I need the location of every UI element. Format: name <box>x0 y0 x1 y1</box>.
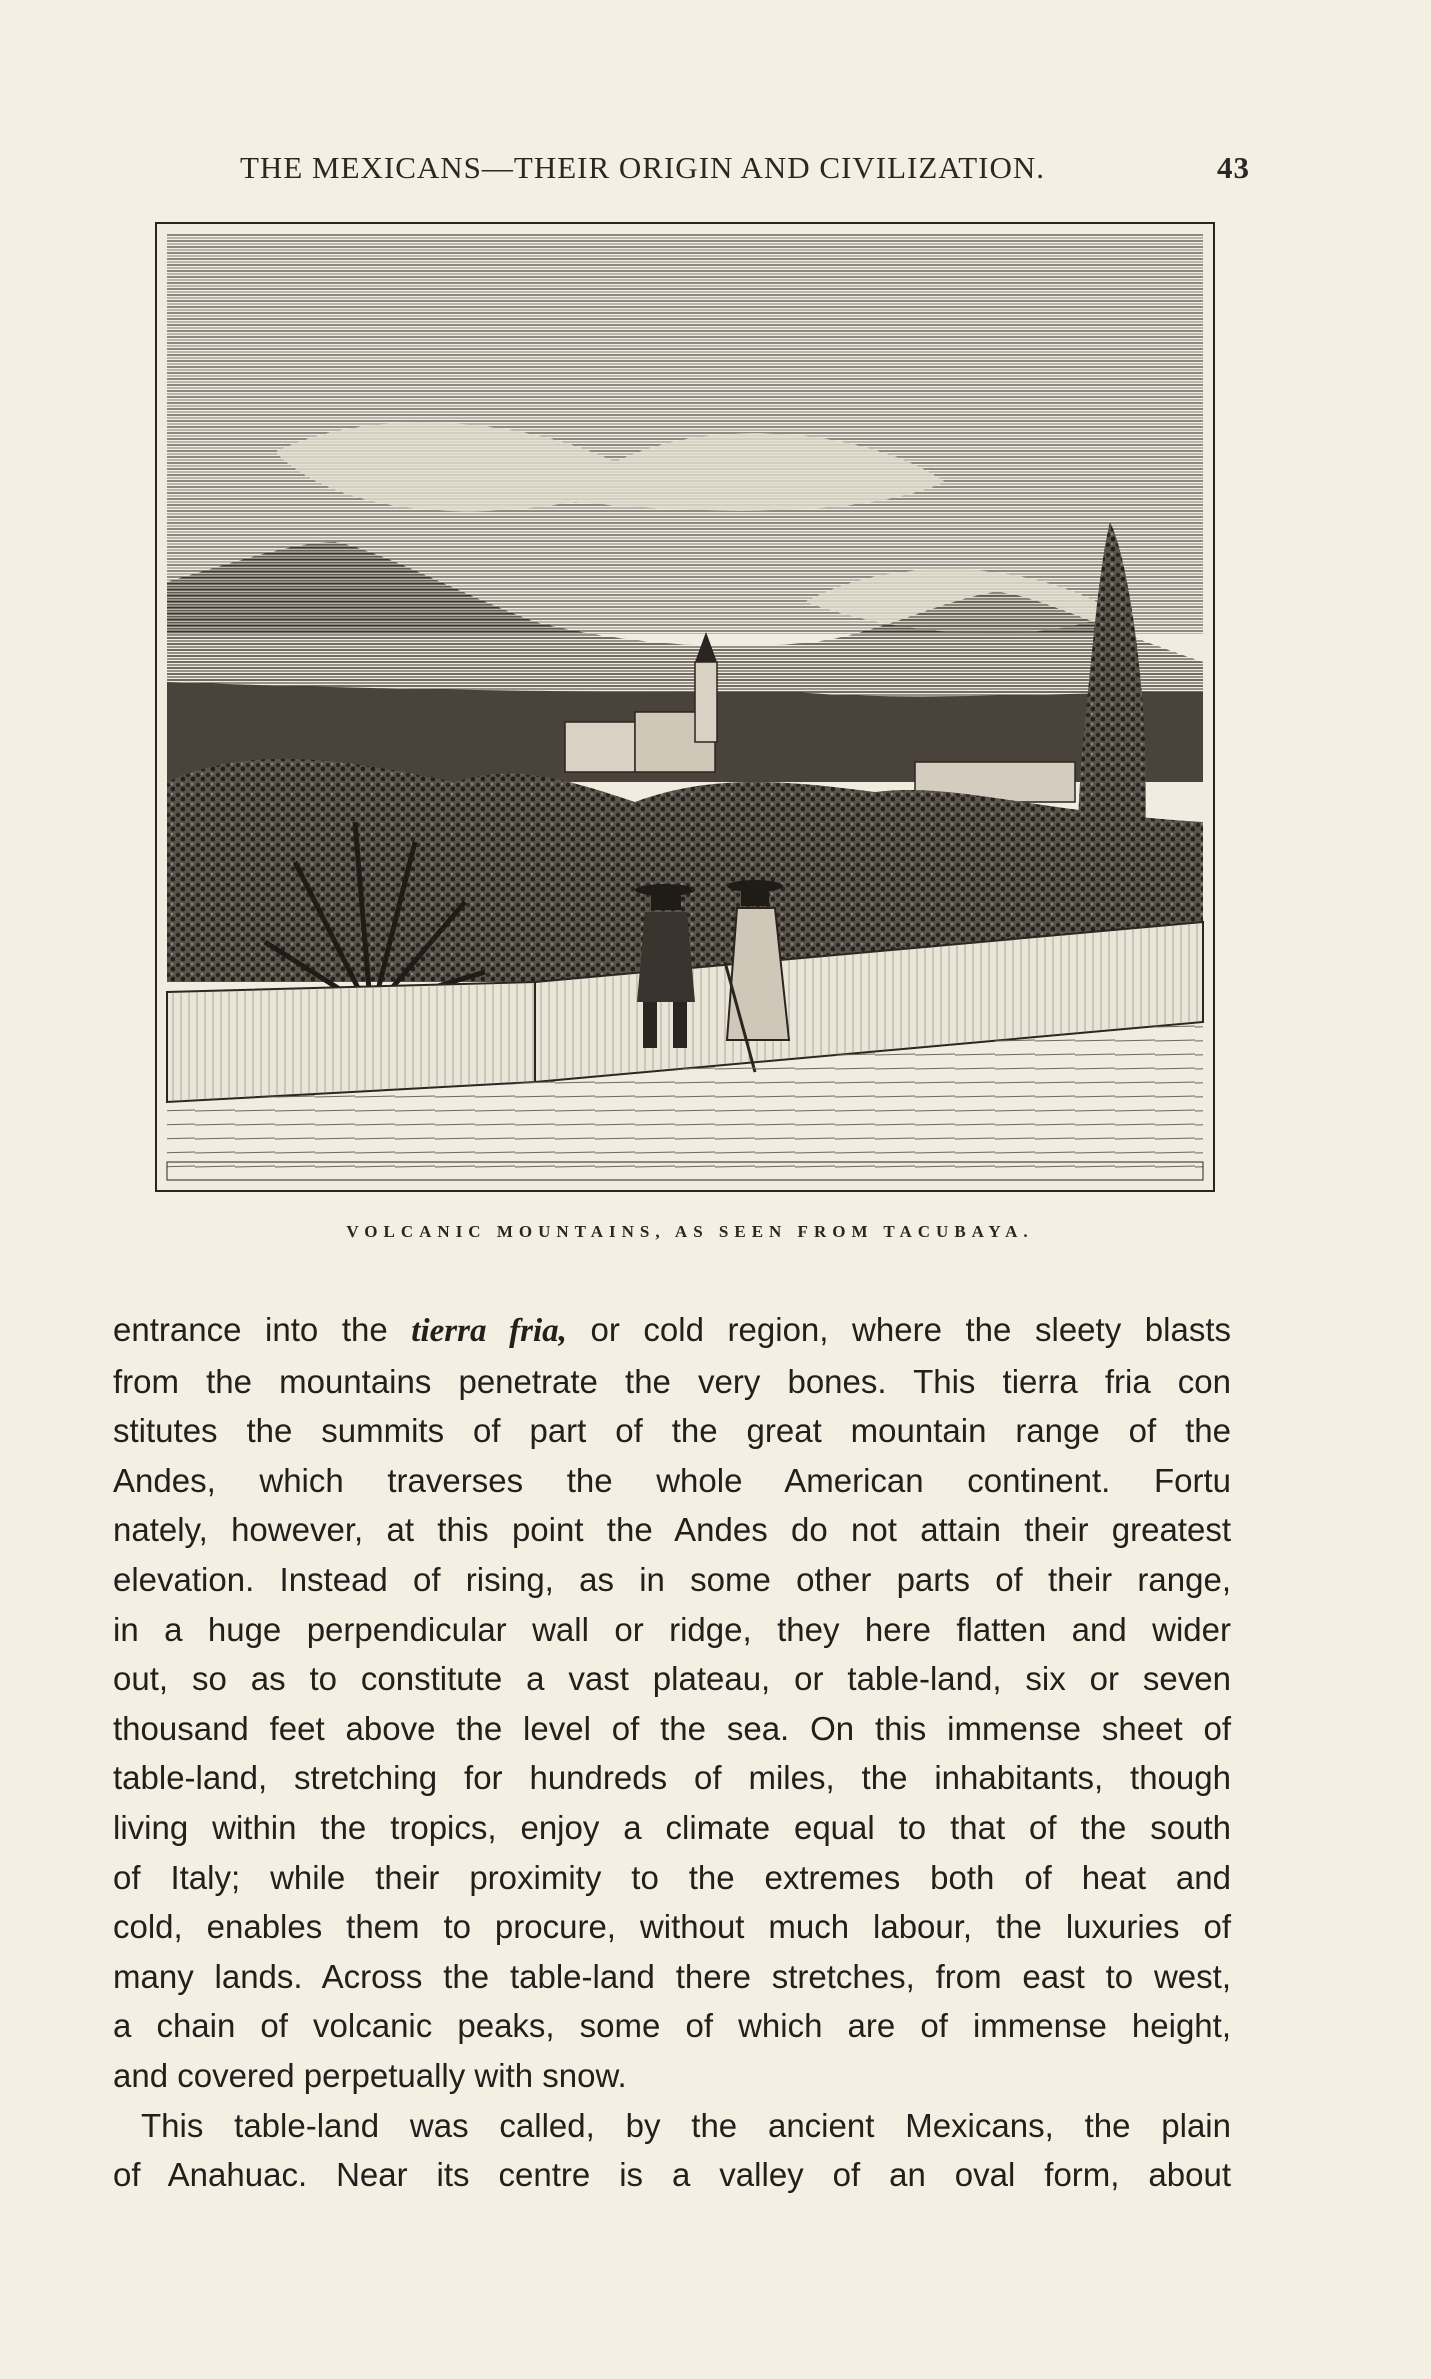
text-line: many lands. Across the table-land there stretches, from east to west, <box>113 1957 1231 1995</box>
text-line: thousand feet above the level of the sea. On this immense sheet of <box>113 1709 1231 1747</box>
text-line: elevation. Instead of rising, as in some other parts of their range, <box>113 1560 1231 1598</box>
text-line: entrance into the tierra fria, or cold region, where the sleety blasts <box>113 1311 1231 1349</box>
text-line: living within the tropics, enjoy a climate equal to that of the south <box>113 1808 1231 1846</box>
text-line: cold, enables them to procure, without much labour, the luxuries of <box>113 1908 1231 1946</box>
text-line: stitutes the summits of part of the great mountain range of the <box>113 1412 1231 1450</box>
text-line: Andes, which traverses the whole American continent. Fortu <box>113 1461 1231 1499</box>
text-line: of Italy; while their proximity to the extremes both of heat and <box>113 1858 1231 1896</box>
page-number: 43 <box>1217 150 1250 185</box>
engraving-illustration <box>155 222 1215 1192</box>
running-title: THE MEXICANS—THEIR ORIGIN AND CIVILIZATION. <box>240 150 1045 185</box>
text-line: a chain of volcanic peaks, some of which are of immense height, <box>113 2007 1231 2045</box>
church-tower <box>695 662 717 742</box>
text-line: nately, however, at this point the Andes do not attain their greatest <box>113 1511 1231 1549</box>
text-line: from the mountains penetrate the very bones. This tierra fria con <box>113 1362 1231 1400</box>
figure-caption: VOLCANIC MOUNTAINS, AS SEEN FROM TACUBAYA. <box>346 1222 1034 1241</box>
text-line: in a huge perpendicular wall or ridge, they here flatten and wider <box>113 1610 1231 1648</box>
text-line: table-land, stretching for hundreds of miles, the inhabitants, though <box>113 1759 1231 1797</box>
text-line: out, so as to constitute a vast plateau, or table-land, six or seven <box>113 1660 1231 1698</box>
text-line: and covered perpetually with snow. <box>113 2056 627 2094</box>
text-line: of Anahuac. Near its centre is a valley of an oval form, about <box>113 2156 1231 2194</box>
body-text <box>113 1305 1231 2200</box>
text-line: This table-land was called, by the ancient Mexicans, the plain <box>141 2106 1231 2144</box>
